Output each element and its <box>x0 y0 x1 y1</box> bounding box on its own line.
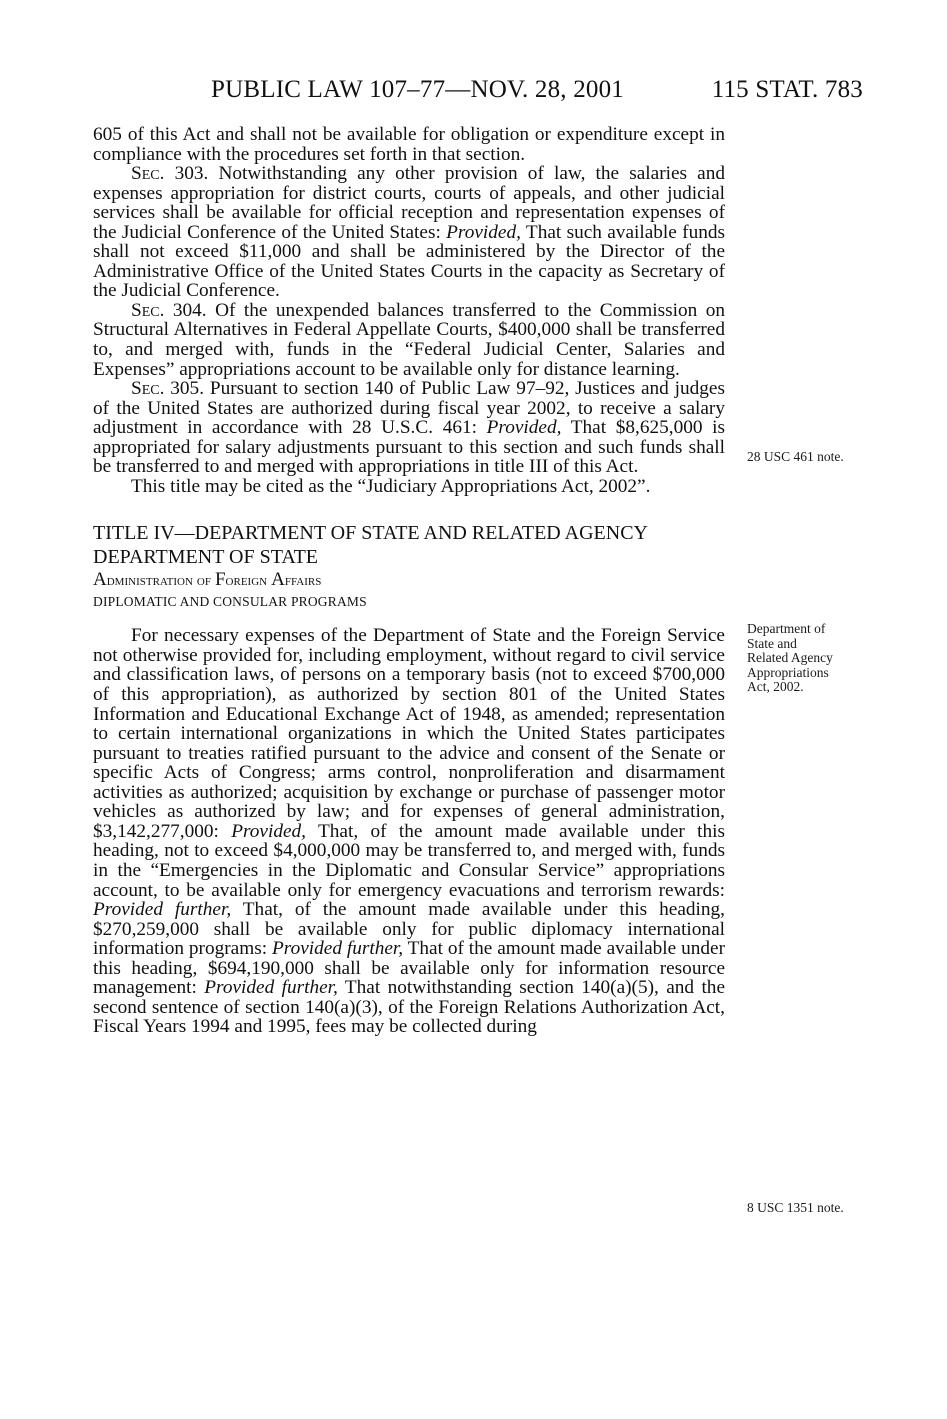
title-iv-heading: TITLE IV—DEPARTMENT OF STATE AND RELATED AGENCY <box>93 522 648 545</box>
margin-note-28-usc: 28 USC 461 note. <box>747 449 844 464</box>
continued-paragraph: 605 of this Act and shall not be available for obligation or expenditure except in compliance with the procedures set forth in that section. <box>93 124 725 165</box>
diplomatic-programs-paragraph: For necessary expenses of the Department of State and the Foreign Service not otherwise provided for, including employment, without regard to civil service and classification laws, of persons on a temporary basis (not to exceed $700,000 of this appropriation), as authorized by section 801 of the United States Information and Educational Exchange Act of 1948, as amended; representation to certain international organizations in which the United States participates pursuant to treaties ratified pursuant to the advice and consent of the Senate or specific Acts of Congress; arms control, nonproliferation and disarmament activities as authorized; acquisition by exchange or purchase of passenger motor vehicles as authorized by law; and for expenses of general administration, $3,142,277,000: Provided, That, of the amount made available under this heading, not to exceed $4,000,000 may be transferred to, and merged with, funds in the “Emergencies in the Diplomatic and Consular Service” appropriations account, to be available only for emergency evacuations and terrorism rewards: Provided further, That, of the amount made available under this heading, $270,259,000 shall be available only for public diplomacy international information programs: Provided further, That of the amount made available under this heading, $694,190,000 shall be available only for information resource management: Provided further, That notwithstanding section 140(a)(5), and the second sentence of section 140(a)(3), of the Foreign Relations Authorization Act, Fiscal Years 1994 and 1995, fees may be collected during <box>93 625 725 1038</box>
body-text <box>93 125 725 1037</box>
law-title: PUBLIC LAW 107–77—NOV. 28, 2001 <box>211 76 625 103</box>
department-heading: DEPARTMENT OF STATE <box>93 546 319 569</box>
citation-paragraph: This title may be cited as the “Judiciary Appropriations Act, 2002”. <box>131 475 651 497</box>
administration-heading: Administration of Foreign Affairs <box>93 569 322 591</box>
stat-page-number: 115 STAT. 783 <box>711 76 863 103</box>
margin-note-8-usc: 8 USC 1351 note. <box>747 1200 844 1215</box>
section-label: Sec. 303. <box>131 163 209 185</box>
running-header <box>93 76 863 108</box>
margin-note-act-title: Department of State and Related Agency Appropriations Act, 2002. <box>747 621 833 694</box>
section-303: Sec. 303. Notwithstanding any other provision of law, the salaries and expenses appropriation for district courts, courts of appeals, and other judicial services shall be available for official reception and representation expenses of the Judicial Conference of the United States: Provided, That such available funds shall not exceed $11,000 and shall be administered by the Director of the Administrative Office of the United States Courts in the capacity as Secretary of the Judicial Conference. <box>93 163 726 302</box>
section-304: Sec. 304. Of the unexpended balances transferred to the Commission on Structural Alternatives in Federal Appellate Courts, $400,000 shall be transferred to, and merged with, funds in the “Federal Judicial Center, Salaries and Expenses” appropriations account to be available only for distance learning. <box>93 299 726 380</box>
section-305: Sec. 305. Pursuant to section 140 of Public Law 97–92, Justices and judges of the United States are authorized during fiscal year 2002, to receive a salary adjustment in accordance with 28 U.S.C. 461: Provided, That $8,625,000 is appropriated for salary adjustments pursuant to this section and such funds shall be transferred to and merged with appropriations in title III of this Act. <box>93 378 726 478</box>
program-heading: DIPLOMATIC AND CONSULAR PROGRAMS <box>93 594 367 610</box>
section-label: Sec. 304. <box>131 299 207 321</box>
section-label: Sec. 305. <box>131 378 205 400</box>
